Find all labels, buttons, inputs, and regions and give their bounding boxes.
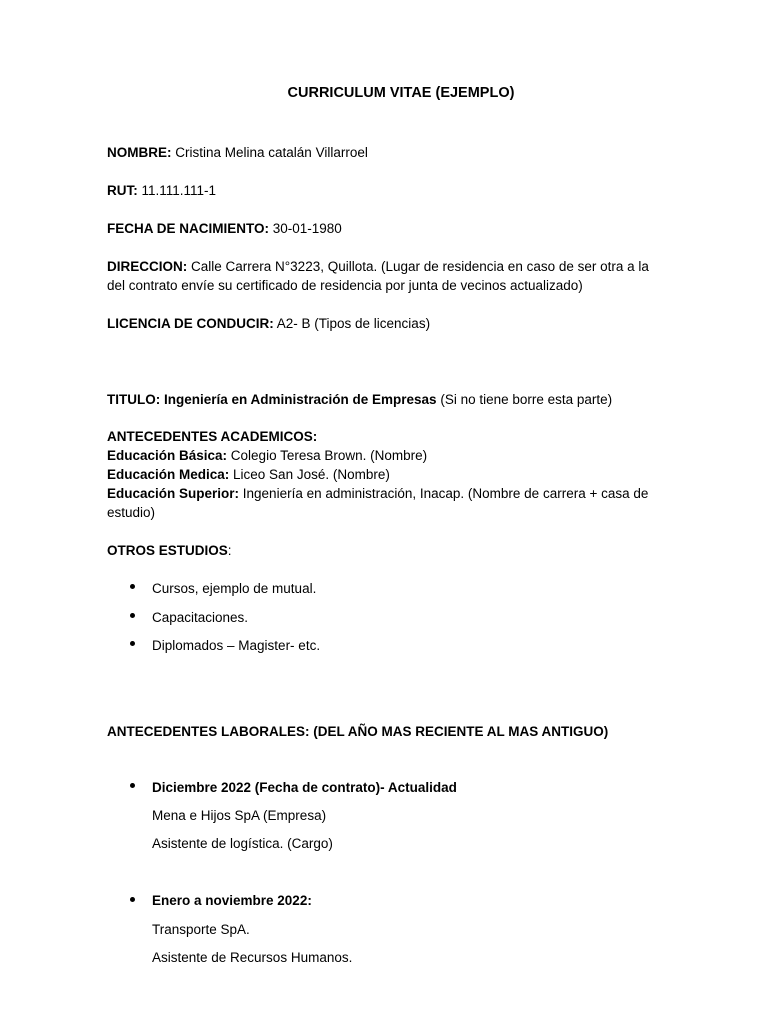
- titulo-value: (Si no tiene borre esta parte): [436, 392, 613, 407]
- media-label: Educación Medica:: [107, 467, 230, 482]
- media-value: Liceo San José. (Nombre): [229, 467, 390, 482]
- fecha-value: 30-01-1980: [269, 221, 342, 236]
- bullet-icon: [130, 584, 135, 589]
- bullet-icon: [130, 897, 135, 902]
- job-role: Asistente de logística. (Cargo): [152, 836, 333, 851]
- job-company: Mena e Hijos SpA (Empresa): [152, 808, 327, 823]
- titulo-line: [107, 390, 612, 409]
- otros-heading-line: [107, 541, 232, 560]
- list-item: Diplomados – Magister- etc.: [152, 638, 321, 653]
- licencia-line: [107, 314, 430, 333]
- document-title: CURRICULUM VITAE (EJEMPLO): [287, 85, 515, 101]
- rut-label: RUT:: [107, 183, 138, 198]
- basica-line: [107, 446, 427, 465]
- superior-line: [107, 484, 667, 522]
- laborales-heading: ANTECEDENTES LABORALES: (DEL AÑO MAS RECIENTE AL MAS ANTIGUO): [107, 724, 609, 739]
- basica-value: Colegio Teresa Brown. (Nombre): [227, 448, 428, 463]
- direccion-line: [107, 257, 667, 295]
- titulo-label: TITULO: Ingeniería en Administración de Empresas: [107, 392, 437, 407]
- bullet-icon: [130, 613, 135, 618]
- list-item: Capacitaciones.: [152, 610, 249, 625]
- bullet-icon: [130, 783, 135, 788]
- licencia-label: LICENCIA DE CONDUCIR:: [107, 316, 274, 331]
- basica-label: Educación Básica:: [107, 448, 228, 463]
- licencia-value: A2- B (Tipos de licencias): [273, 316, 431, 331]
- rut-value: 11.111.111-1: [137, 183, 217, 198]
- fecha-label: FECHA DE NACIMIENTO:: [107, 221, 269, 236]
- rut-line: [107, 181, 216, 200]
- direccion-value: Calle Carrera N°3223, Quillota. (Lugar de residencia en caso de ser otra a la del contrato envíe su certificado de residencia por junta de vecinos actualizado): [107, 259, 649, 293]
- nombre-value: Cristina Melina catalán Villarroel: [171, 145, 368, 160]
- job-role: Asistente de Recursos Humanos.: [152, 950, 353, 965]
- otros-heading: OTROS ESTUDIOS: [107, 543, 228, 558]
- otros-colon: :: [227, 543, 232, 558]
- superior-value: Ingeniería en administración, Inacap. (Nombre de carrera + casa de estudio): [107, 486, 649, 520]
- job-period: Diciembre 2022 (Fecha de contrato)- Actualidad: [152, 780, 457, 795]
- nombre-label: NOMBRE:: [107, 145, 172, 160]
- job-company: Transporte SpA.: [152, 922, 250, 937]
- superior-label: Educación Superior:: [107, 486, 240, 501]
- academicos-heading: ANTECEDENTES ACADEMICOS:: [107, 429, 318, 444]
- fecha-line: [107, 219, 342, 238]
- list-item: Cursos, ejemplo de mutual.: [152, 581, 317, 596]
- nombre-line: [107, 143, 368, 162]
- direccion-label: DIRECCION:: [107, 259, 188, 274]
- job-period: Enero a noviembre 2022:: [152, 893, 312, 908]
- bullet-icon: [130, 641, 135, 646]
- media-line: [107, 465, 390, 484]
